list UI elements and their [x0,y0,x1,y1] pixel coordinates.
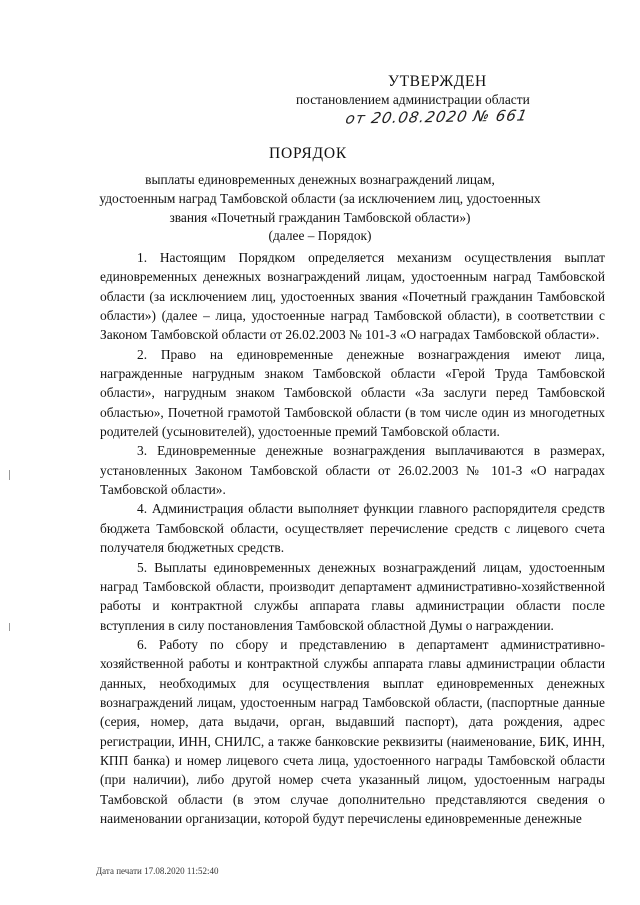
title-heading: ПОРЯДОК [268,145,348,162]
paragraph-6: 6. Работу по сбору и представлению в департамент административно-хозяйственной работы и контрактной службы аппарата главы администрации области данных, необходимых для осуществления выплат единовременных денежных вознаграждений лицам, удостоенным наград Тамбовской области, (паспортные данные (серия, номер, дата выдачи, орган, выдавший паспорт), дата рождения, адрес регистрации, ИНН, СНИЛС, а также банковские реквизиты (наименование, БИК, ИНН, КПП банка) и номер лицевого счета лица, удостоенного награды Тамбовской области (при наличии), либо другой номер счета указанный лицом, удостоенным награды Тамбовской области (в этом случае дополнительно представляются сведения о наименовании организации, которой будут перечислены единовременные денежные [100,636,605,826]
title-line: удостоенным наград Тамбовской области (за исключением лиц, удостоенных [99,190,541,206]
paragraph-4: 4. Администрация области выполняет функции главного распорядителя средств бюджета Тамбовской области, осуществляет перечисление средств с лицевого счета получателя бюджетных средств. [100,501,605,556]
paragraph-3: 3. Единовременные денежные вознаграждения выплачиваются в размерах, установленных Законом Тамбовской области от 26.02.2003 № 101-З «О наградах Тамбовской области». [100,443,605,498]
handwritten-date-number: от 20.08.2020 № 661 [343,106,530,128]
title-line: звания «Почетный гражданин Тамбовской области») [169,209,471,225]
document-title [0,145,640,246]
paragraph-2: 2. Право на единовременные денежные вознаграждения имеют лица, награжденные нагрудным знаком Тамбовской области «Герой Труда Тамбовской области», нагрудным знаком Тамбовской области «За заслуги перед Тамбовской областью», Почетной грамотой Тамбовской области (в том числе один из многодетных родителей (усыновителей), удостоенные премий Тамбовской области. [100,346,605,440]
approval-by: постановлением администрации области [296,92,530,107]
document-body [100,248,605,828]
margin-mark [9,470,10,480]
margin-mark [9,623,10,631]
print-date-footer: Дата печати 17.08.2020 11:52:40 [96,866,219,876]
title-line: выплаты единовременных денежных вознаграждений лицам, [145,172,495,187]
title-line: (далее – Порядок) [268,228,372,244]
paragraph-5: 5. Выплаты единовременных денежных вознаграждений лицам, удостоенным наград Тамбовской области, производит департамент административно-хозяйственной работы и контрактной службы аппарата главы администрации области после вступления в силу постановления Тамбовской областной Думы о награждении. [100,559,605,633]
paragraph-1: 1. Настоящим Порядком определяется механизм осуществления выплат единовременных денежных вознаграждений лицам, удостоенным наград Тамбовской области (за исключением лиц, удостоенных звания «Почетный гражданин Тамбовской области») (далее – лица, удостоенные наград Тамбовской области), в соответствии с Законом Тамбовской области от 26.02.2003 № 101-З «О наградах Тамбовской области». [100,250,605,343]
approval-stamp: УТВЕРЖДЕН [388,73,487,90]
